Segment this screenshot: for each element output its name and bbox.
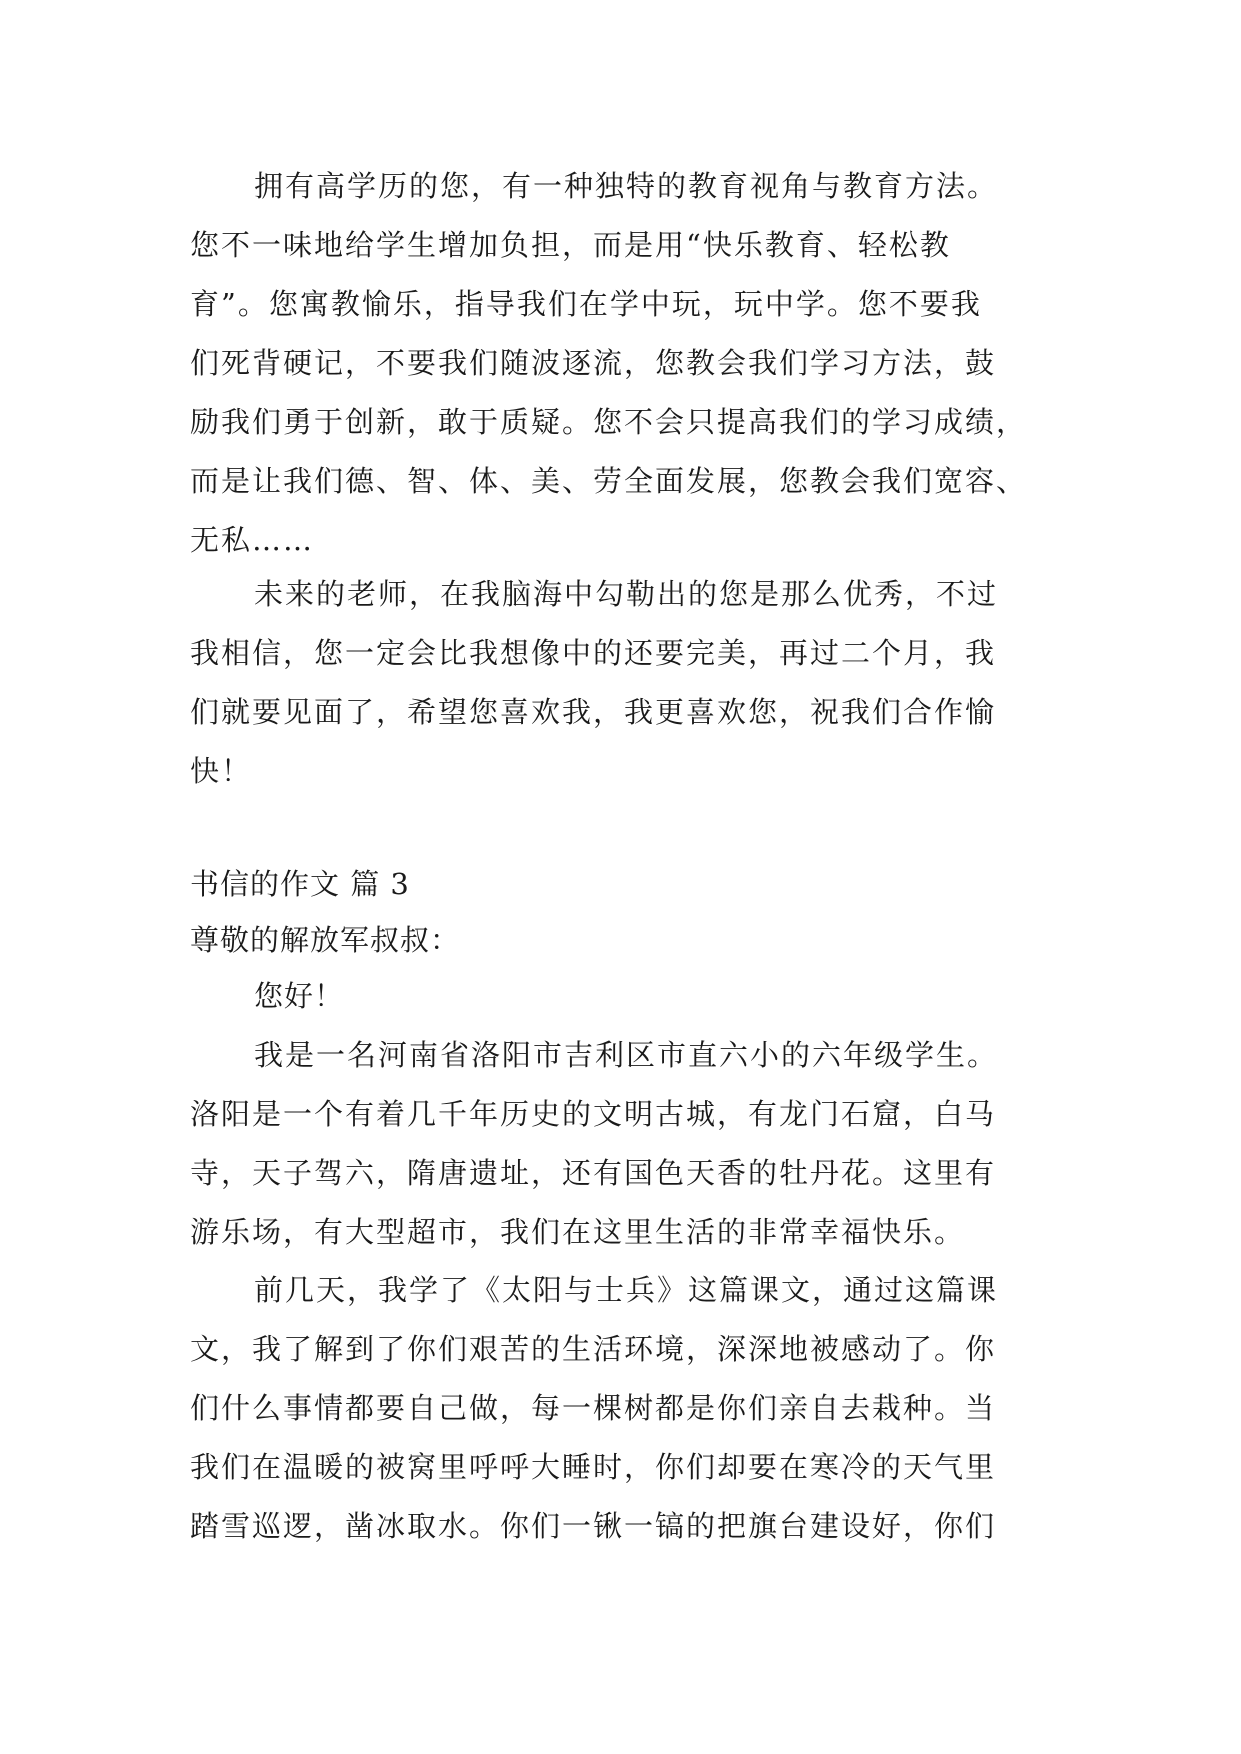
- text-line: 洛阳是一个有着几千年历史的文明古城，有龙门石窟，白马: [190, 1097, 997, 1131]
- text-line: 们什么事情都要自己做，每一棵树都是你们亲自去栽种。当: [190, 1391, 997, 1425]
- text-line: 们死背硬记，不要我们随波逐流，您教会我们学习方法，鼓: [190, 346, 997, 380]
- text-line: 育”。您寓教愉乐，指导我们在学中玩，玩中学。您不要我: [190, 287, 982, 321]
- section-header: [190, 856, 1070, 1024]
- text-line: 前几天，我学了《太阳与士兵》这篇课文，通过这篇课: [254, 1273, 999, 1307]
- text-line: 文，我了解到了你们艰苦的生活环境，深深地被感动了。你: [190, 1332, 997, 1366]
- text-line: 我相信，您一定会比我想像中的还要完美，再过二个月，我: [190, 636, 997, 670]
- paragraph-teacher-qualities: [190, 157, 1070, 570]
- text-line: 我是一名河南省洛阳市吉利区市直六小的六年级学生。: [254, 1038, 999, 1072]
- text-line: 拥有高学历的您，有一种独特的教育视角与教育方法。: [254, 169, 999, 203]
- letter-greeting: 您好！: [254, 979, 345, 1013]
- section-title: 书信的作文 篇 3: [190, 867, 410, 901]
- letter-salutation: 尊敬的解放军叔叔：: [190, 923, 461, 957]
- text-line: 游乐场，有大型超市，我们在这里生活的非常幸福快乐。: [190, 1215, 966, 1249]
- text-line: 励我们勇于创新，敢于质疑。您不会只提高我们的学习成绩，: [190, 405, 1028, 439]
- paragraph-soldiers: [190, 1261, 1070, 1556]
- paragraph-introduction: [190, 1026, 1070, 1262]
- text-line: 无私……: [190, 523, 315, 557]
- text-line: 未来的老师，在我脑海中勾勒出的您是那么优秀，不过: [254, 577, 999, 611]
- paragraph-future-teacher: [190, 565, 1070, 801]
- text-line: 们就要见面了，希望您喜欢我，我更喜欢您，祝我们合作愉: [190, 695, 997, 729]
- text-line: 踏雪巡逻，凿冰取水。你们一锹一镐的把旗台建设好，你们: [190, 1509, 997, 1543]
- text-line: 寺，天子驾六，隋唐遗址，还有国色天香的牡丹花。这里有: [190, 1156, 997, 1190]
- text-line: 快！: [190, 754, 253, 788]
- text-line: 我们在温暖的被窝里呼呼大睡时，你们却要在寒冷的天气里: [190, 1450, 997, 1484]
- text-line: 而是让我们德、智、体、美、劳全面发展，您教会我们宽容、: [190, 464, 1028, 498]
- text-line: 您不一味地给学生增加负担，而是用“快乐教育、轻松教: [190, 228, 951, 262]
